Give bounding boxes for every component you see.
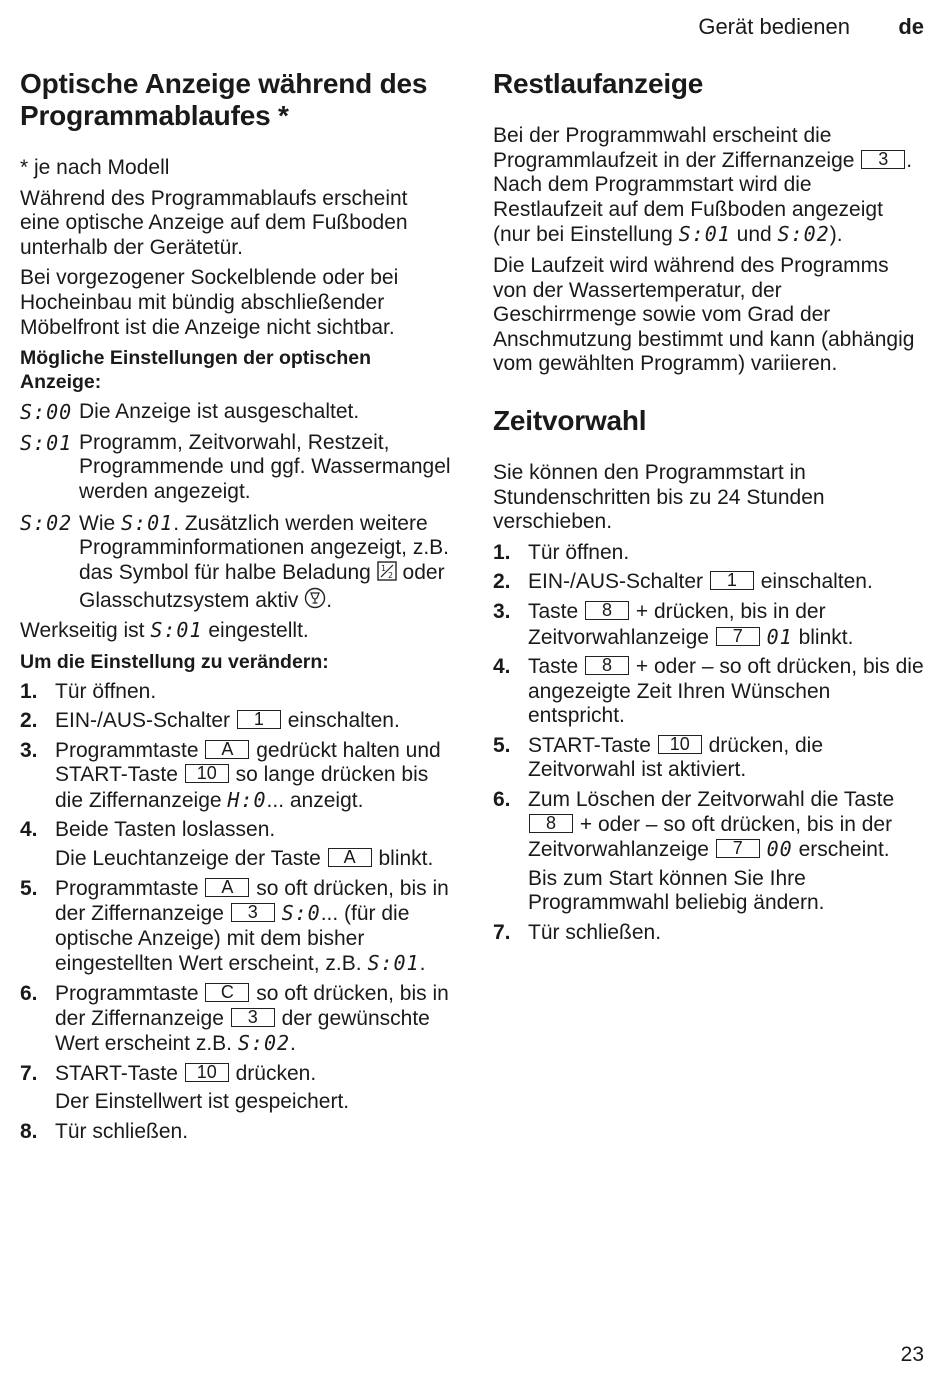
display-code: S:00 (20, 400, 73, 425)
step-number: 4. (493, 655, 511, 679)
key-label: C (205, 983, 249, 1002)
change-steps-list-cont (20, 877, 452, 1087)
list-item (493, 788, 925, 863)
text: oder Glasschutzsystem aktiv (79, 560, 445, 613)
text: Die Leuchtanzeige der Taste (55, 847, 321, 871)
display-code: S:02 (237, 1031, 291, 1056)
text: EIN-/AUS-Schalter (528, 570, 704, 594)
text: Tür öffnen. (528, 540, 630, 564)
text: . (290, 1032, 296, 1056)
step-number: 7. (20, 1061, 38, 1085)
step-number: 4. (20, 818, 38, 842)
setting-option-s01 (20, 431, 452, 505)
paragraph (493, 124, 925, 248)
text: ... (für die optische Anzeige) mit dem bisher eingestellten Wert erscheint, z.B. (55, 902, 410, 976)
text: eingestellt. (208, 618, 309, 642)
text: der gewünschte Wert erscheint z.B. (55, 1006, 430, 1056)
text: Taste (528, 655, 579, 679)
list-item (20, 680, 452, 705)
setting-option-s00 (20, 400, 452, 425)
text: Bei der Programmwahl erscheint die Programmlaufzeit in der Ziffernanzeige (493, 124, 855, 172)
display-code: H:0 (227, 787, 267, 812)
text: . Nach dem Programmstart wird die Restlaufzeit auf dem Fußboden angezeigt (nur bei Einstellung (493, 148, 913, 247)
key-label: 10 (185, 1063, 229, 1082)
text: + oder – so oft drücken, bis in der Zeitvorwahlanzeige (528, 812, 893, 862)
step-number: 3. (493, 599, 511, 623)
left-column (20, 68, 452, 1150)
text: ). (829, 223, 843, 247)
paragraph: Die Laufzeit wird während des Programms von der Wassertemperatur, der Geschirrmenge sowie vom Grad der Anschmutzung bestimmt und kann (abhängig vom gewählten Programm) variieren. (493, 253, 915, 376)
step-number: 1. (493, 540, 511, 564)
text: Programmtaste (55, 738, 199, 762)
glass-protection-icon (304, 587, 326, 616)
paragraph: Während des Programmablaufs erscheint eine optische Anzeige auf dem Fußboden unterhalb der Gerätetür. (20, 186, 408, 259)
change-steps-list-end (20, 1120, 452, 1145)
step-number: 1. (20, 679, 38, 703)
display-code: S:01 (150, 617, 203, 642)
text: Werkseitig ist (20, 618, 145, 642)
key-label: 3 (861, 150, 905, 169)
text: + drücken, bis in der Zeitvorwahlanzeige (528, 599, 826, 649)
key-label: 1 (710, 571, 754, 590)
text: blinkt. (798, 625, 854, 649)
list-item (493, 600, 925, 650)
text: so oft drücken, bis in der Ziffernanzeige (55, 876, 449, 926)
list-item (493, 541, 925, 566)
key-label: 3 (231, 1008, 275, 1027)
text: . (419, 952, 426, 976)
page-number: 23 (900, 1343, 924, 1366)
list-item (20, 877, 452, 977)
text: Tür schließen. (528, 921, 662, 945)
text: Beide Tasten loslassen. (55, 818, 276, 842)
text: + oder – so oft drücken, bis die angezeigte Zeit Ihren Wünschen entspricht. (528, 655, 924, 728)
section-title-delay-start: Zeitvorwahl (493, 404, 647, 436)
svg-text:1: 1 (380, 563, 386, 573)
text: drücken. (235, 1061, 317, 1085)
list-item (20, 818, 452, 843)
list-item (493, 921, 925, 946)
svg-text:2: 2 (387, 570, 393, 580)
factory-setting (20, 618, 452, 644)
key-label: 8 (585, 601, 629, 620)
key-label: A (205, 878, 249, 897)
step-number: 5. (20, 876, 38, 900)
text: Programmtaste (55, 876, 199, 900)
key-label: 8 (529, 814, 573, 833)
text: Tür schließen. (55, 1120, 189, 1143)
step-number: 8. (20, 1120, 38, 1143)
list-item (493, 734, 925, 783)
settings-heading: Mögliche Einstellungen der optischen Anzeige: (20, 347, 372, 394)
text: so oft drücken, bis in der Ziffernanzeige (55, 982, 449, 1030)
key-label: 3 (231, 903, 275, 922)
step-note: Bis zum Start können Sie Ihre Programmwahl beliebig ändern. (528, 866, 825, 915)
step-note (20, 847, 452, 872)
section-title-optical-display: Optische Anzeige während des Programmablaufes * (20, 68, 428, 131)
text: einschalten. (760, 570, 873, 594)
text: START-Taste (55, 1061, 178, 1085)
step-number: 6. (20, 982, 38, 1006)
change-steps-list (20, 680, 452, 844)
key-label: 1 (237, 710, 281, 729)
delay-steps-list-end (493, 921, 925, 946)
text: einschalten. (287, 709, 400, 733)
text: erscheint. (798, 838, 890, 862)
text: Taste (528, 599, 579, 623)
list-item (493, 655, 925, 729)
setting-option-s02 (20, 511, 452, 616)
paragraph: Sie können den Programmstart in Stundenschritten bis zu 24 Stunden verschieben. (493, 460, 825, 534)
text: und (736, 223, 772, 247)
footnote: * je nach Modell (20, 156, 170, 179)
text: gedrückt halten und START-Taste (55, 738, 441, 787)
text: . Zusätzlich werden weitere Programminformationen angezeigt, z.B. das Symbol für halbe Beladung (79, 511, 450, 584)
display-code: S:01 (121, 510, 174, 535)
display-code: S:02 (20, 510, 73, 535)
display-code: S:02 (777, 222, 830, 247)
step-number: 5. (493, 733, 511, 757)
text: so lange drücken bis die Ziffernanzeige (55, 763, 429, 812)
key-label: 7 (716, 839, 760, 858)
step-note: Der Einstellwert ist gespeichert. (55, 1090, 350, 1114)
key-label: 7 (716, 627, 760, 646)
text: START-Taste (528, 733, 651, 757)
paragraph: Bei vorgezogener Sockelblende oder bei Hocheinbau mit bündig abschließender Möbelfront ist die Anzeige nicht sichtbar. (20, 266, 399, 339)
right-column (493, 68, 925, 951)
text: Zum Löschen der Zeitvorwahl die Taste (528, 788, 895, 812)
setting-description: Die Anzeige ist ausgeschaltet. (79, 400, 360, 424)
step-number: 2. (20, 709, 38, 733)
delay-steps-list (493, 541, 925, 863)
text: Wie (79, 511, 116, 535)
step-number: 3. (20, 738, 38, 762)
text: Programmtaste (55, 982, 199, 1006)
step-number: 2. (493, 570, 511, 594)
key-label: 10 (658, 735, 702, 754)
text: Tür öffnen. (55, 679, 157, 703)
list-item (20, 709, 452, 734)
list-item (20, 739, 452, 814)
text: drücken, die Zeitvorwahl ist aktiviert. (528, 733, 824, 782)
step-number: 7. (493, 921, 511, 945)
display-code: S:01 (20, 430, 73, 455)
display-code: S:01 (367, 951, 420, 976)
half-load-icon (377, 561, 397, 588)
key-label: 10 (185, 764, 229, 783)
header-language: de (898, 14, 924, 39)
list-item (20, 982, 452, 1057)
text: EIN-/AUS-Schalter (55, 709, 231, 733)
change-heading: Um die Einstellung zu verändern: (20, 650, 329, 673)
step-number: 6. (493, 788, 511, 812)
text: blinkt. (378, 847, 434, 871)
display-code: 00 (766, 837, 793, 862)
display-code: S:01 (678, 222, 731, 247)
list-item (20, 1120, 452, 1145)
display-code: S:0 (281, 901, 321, 926)
list-item (493, 570, 925, 595)
list-item (20, 1062, 452, 1087)
display-code: 01 (766, 624, 793, 649)
key-label: A (328, 848, 372, 867)
text: . (326, 589, 333, 613)
setting-description: Programm, Zeitvorwahl, Restzeit, Programmende und ggf. Wassermangel werden angezeigt. (79, 430, 451, 503)
section-title-remaining-time: Restlaufanzeige (493, 68, 704, 99)
text: ... anzeigt. (266, 788, 364, 812)
key-label: A (205, 740, 249, 759)
key-label: 8 (585, 656, 629, 675)
header-section-title: Gerät bedienen (698, 14, 850, 39)
